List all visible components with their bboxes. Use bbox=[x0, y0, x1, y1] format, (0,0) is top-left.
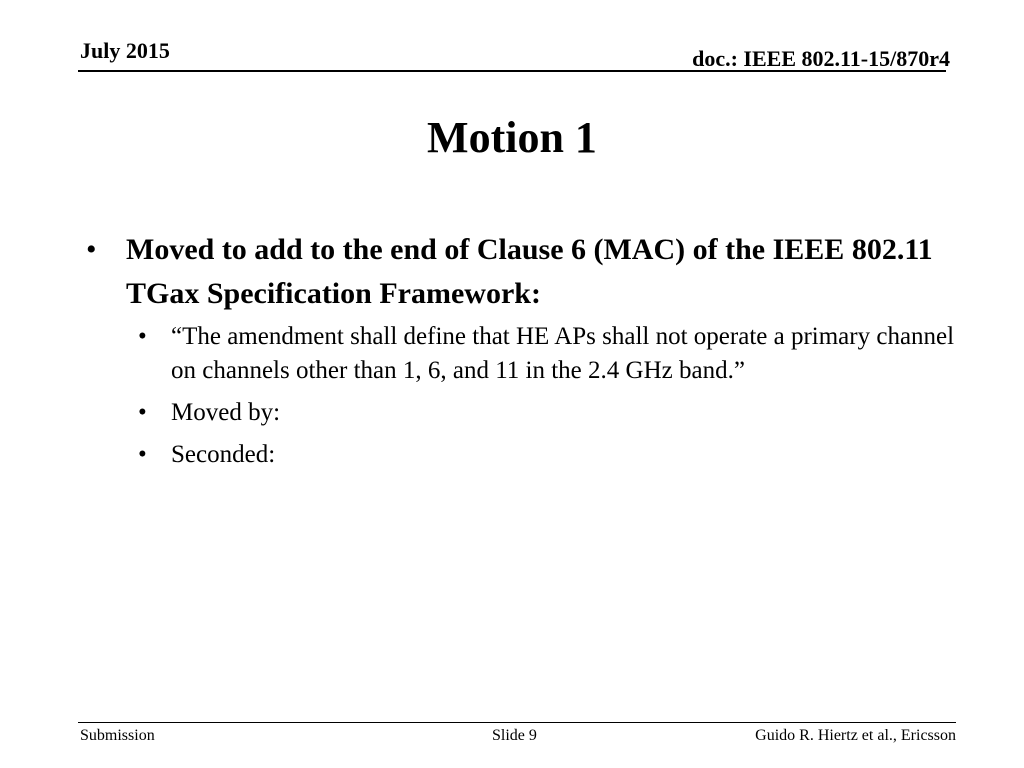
main-bullet bbox=[86, 228, 956, 316]
header-date: July 2015 bbox=[80, 38, 170, 63]
sub-bullet-text: Seconded: bbox=[171, 441, 276, 468]
bullet-dot-icon: • bbox=[138, 441, 147, 468]
main-bullet-text: Moved to add to the end of Clause 6 (MAC) of the IEEE 802.11 TGax Specification Framework: bbox=[126, 233, 933, 310]
footer-submission: Submission bbox=[80, 727, 155, 744]
slide-content bbox=[86, 228, 956, 480]
sub-bullet-text: “The amendment shall define that HE APs shall not operate a primary channel on channels other than 1, 6, and 11 in the 2.4 GHz band.” bbox=[171, 323, 955, 384]
sub-bullet-text: Moved by: bbox=[171, 399, 281, 426]
footer-slide-number: Slide 9 bbox=[492, 727, 537, 744]
sub-bullet-list bbox=[86, 320, 956, 472]
footer-divider bbox=[78, 722, 956, 723]
header-divider bbox=[78, 70, 946, 72]
bullet-dot-icon: • bbox=[138, 323, 147, 350]
bullet-dot-icon: • bbox=[138, 399, 147, 426]
header-doc-id: doc.: IEEE 802.11-15/870r4 bbox=[692, 46, 950, 71]
sub-bullet-item bbox=[138, 438, 956, 472]
sub-bullet-item bbox=[138, 320, 956, 388]
footer-author: Guido R. Hiertz et al., Ericsson bbox=[755, 727, 956, 744]
sub-bullet-item bbox=[138, 396, 956, 430]
bullet-dot-icon: • bbox=[86, 233, 97, 266]
slide-title: Motion 1 bbox=[427, 113, 597, 162]
